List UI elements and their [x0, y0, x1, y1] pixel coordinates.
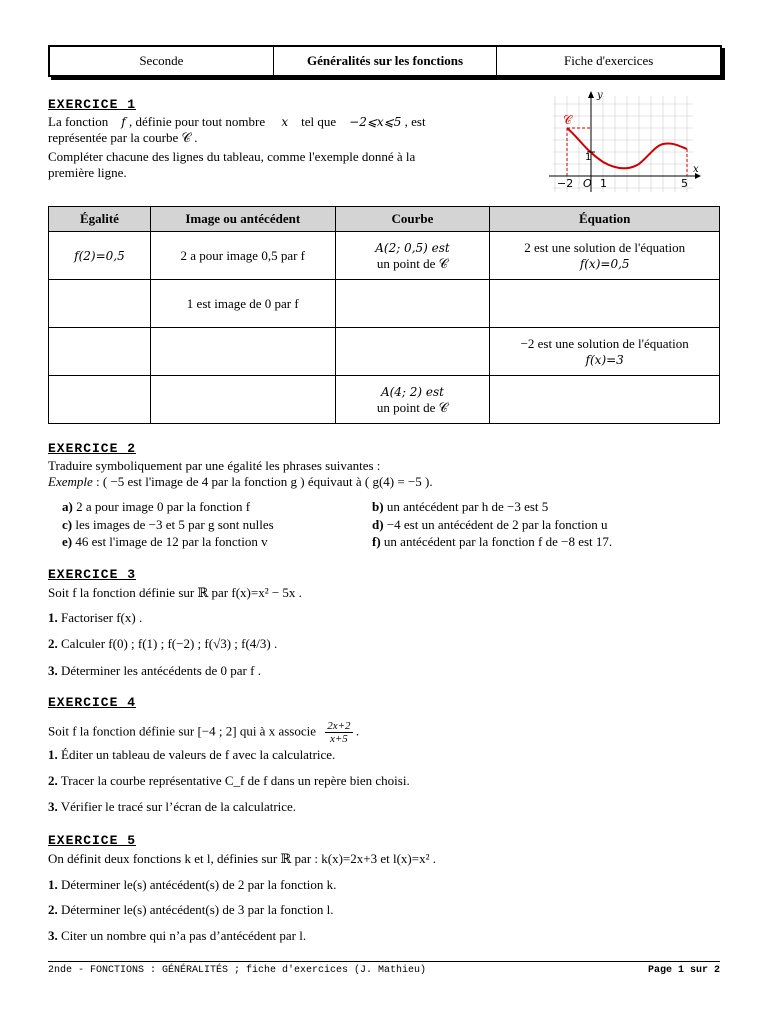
tick-neg2: −2 [557, 177, 574, 190]
ex3-intro: Soit f la fonction définie sur ℝ par f(x)=x² − 5x . [48, 585, 302, 600]
cell-courbe-empty[interactable] [335, 328, 490, 376]
exercise-4-title: EXERCICE 4 [48, 695, 137, 710]
ex5-intro: On définit deux fonctions k et l, définies sur ℝ par : k(x)=2x+3 et l(x)=x² . [48, 851, 436, 866]
cell-egalite-empty[interactable] [49, 280, 151, 328]
col-header-image: Image ou antécédent [150, 207, 335, 232]
ex3-question-3: 3. Déterminer les antécédents de 0 par f . [48, 663, 261, 678]
ex4-intro: Soit f la fonction définie sur [−4 ; 2] qui à x associe $\frac{2x+2}{x+5}$ . [48, 720, 360, 745]
ex4-question-3: 3. Vérifier le tracé sur l’écran de la calculatrice. [48, 799, 297, 814]
header-type: Fiche d'exercices [564, 53, 654, 68]
col-header-egalite: Égalité [49, 207, 151, 232]
exercise-2-title: EXERCICE 2 [48, 441, 137, 456]
ex2-item-c: c) les images de −3 et 5 par g sont nulles [62, 517, 274, 532]
ex2-item-b: b) un antécédent par h de −3 est 5 [372, 499, 549, 514]
tick-5: 5 [681, 177, 688, 190]
exercise-1-table [48, 206, 720, 424]
cell-image-empty[interactable] [150, 328, 335, 376]
cell-egalite-empty[interactable] [49, 328, 151, 376]
ex5-question-2: 2. Déterminer le(s) antécédent(s) de 3 par la fonction l. [48, 902, 334, 917]
cell-courbe: A(2; 0,5) est un point de 𝒞 [335, 232, 490, 280]
cell-image: 1 est image de 0 par f [150, 280, 335, 328]
col-header-equation: Équation [490, 207, 720, 232]
cell-equation-empty[interactable] [490, 376, 720, 424]
tick-1-y: 1 [585, 152, 592, 163]
table-row [49, 232, 720, 280]
ex5-question-1: 1. Déterminer le(s) antécédent(s) de 2 par la fonction k. [48, 877, 337, 892]
x-label: x [693, 164, 699, 175]
ex4-fraction: $\frac{2x+2}{x+5}$ [327, 720, 351, 745]
tick-origin: O [583, 177, 592, 190]
cell-courbe-empty[interactable] [335, 280, 490, 328]
exercise-1-title: EXERCICE 1 [48, 97, 137, 112]
cell-image-empty[interactable] [150, 376, 335, 424]
ex1-line-4: première ligne. [48, 165, 127, 180]
ex4-question-2: 2. Tracer la courbe représentative C_f de f dans un repère bien choisi. [48, 773, 410, 788]
ex1-line-3: Compléter chacune des lignes du tableau, comme l'exemple donné à la [48, 149, 416, 164]
ex1-line-2: représentée par la courbe 𝒞 . [48, 130, 198, 145]
ex4-question-1: 1. Éditer un tableau de valeurs de f avec la calculatrice. [48, 747, 336, 762]
ex5-question-3: 3. Citer un nombre qui n’a pas d’antécédent par l. [48, 928, 307, 943]
ex3-question-2: 2. Calculer f(0) ; f(1) ; f(−2) ; f(√3) ; f(4/3) . [48, 636, 278, 651]
page-number: Page 1 sur 2 [647, 965, 720, 976]
table-row [49, 328, 720, 376]
exercise-5-title: EXERCICE 5 [48, 833, 137, 848]
cell-equation: 2 est une solution de l'équation f(x)=0,5 [490, 232, 720, 280]
table-row [49, 376, 720, 424]
ex2-item-a: a) 2 a pour image 0 par la fonction f [62, 499, 251, 514]
curve-label: 𝒞 [563, 113, 572, 127]
table-row [49, 280, 720, 328]
y-axis-arrow-icon [588, 91, 594, 98]
cell-courbe: A(4; 2) est un point de 𝒞 [335, 376, 490, 424]
cell-egalite: f(2)=0,5 [49, 232, 151, 280]
footer-text: 2nde - FONCTIONS : GÉNÉRALITÉS ; fiche d'exercices (J. Mathieu) [48, 965, 427, 976]
exercise-3-title: EXERCICE 3 [48, 567, 137, 582]
cell-image: 2 a pour image 0,5 par f [150, 232, 335, 280]
header-level: Seconde [50, 47, 274, 75]
tick-1: 1 [600, 177, 607, 190]
ex2-item-f: f) un antécédent par la fonction f de −8 est 17. [372, 534, 613, 549]
ex2-intro: Traduire symboliquement par une égalité les phrases suivantes : [48, 458, 381, 473]
ex2-item-e: e) 46 est l'image de 12 par la fonction v [62, 534, 268, 549]
y-label: y [597, 90, 603, 101]
ex3-question-1: 1. Factoriser f(x) . [48, 610, 143, 625]
footer-divider [48, 961, 720, 962]
cell-egalite-empty[interactable] [49, 376, 151, 424]
header-title: Généralités sur les fonctions [274, 47, 498, 75]
function-curve-graph [545, 88, 705, 196]
cell-equation: −2 est une solution de l'équation f(x)=3 [490, 328, 720, 376]
ex1-line-1: La fonction f , définie pour tout nombre x tel que −2⩽x⩽5 , est [48, 114, 426, 129]
document-header [48, 45, 722, 77]
ex2-item-d: d) −4 est un antécédent de 2 par la fonction u [372, 517, 608, 532]
cell-equation-empty[interactable] [490, 280, 720, 328]
col-header-courbe: Courbe [335, 207, 490, 232]
ex2-example: Exemple : ( −5 est l'image de 4 par la fonction g ) équivaut à ( g(4) = −5 ). [48, 474, 433, 489]
